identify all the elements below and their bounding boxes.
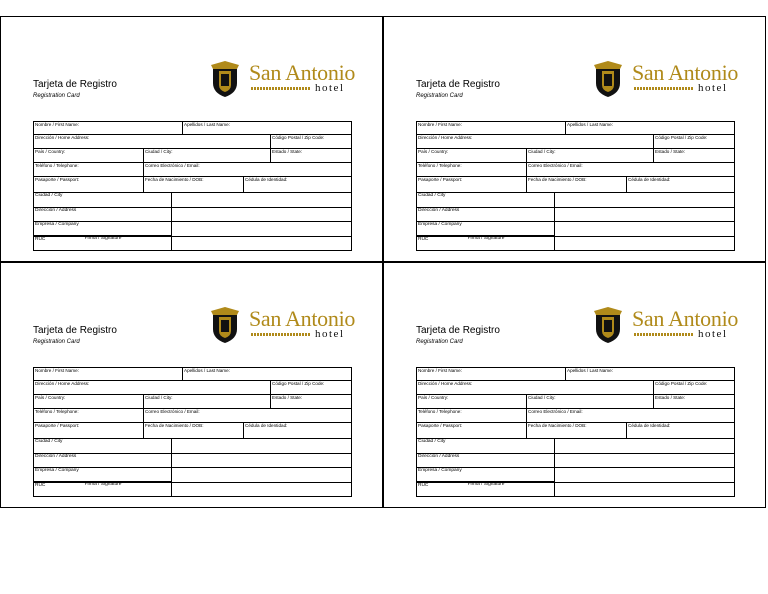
card-title: Tarjeta de Registro: [416, 325, 500, 336]
passport-field[interactable]: Pasaporte / Passport:: [418, 423, 463, 428]
card-title: Tarjeta de Registro: [33, 325, 117, 336]
card-title: Tarjeta de Registro: [33, 79, 117, 90]
home-address-field[interactable]: Dirección / Home Address:: [35, 381, 90, 386]
brand-sub: hotel: [698, 328, 728, 340]
brand-sub: hotel: [698, 82, 728, 94]
company-address-field[interactable]: [417, 207, 734, 222]
crest-icon: [590, 305, 626, 345]
crest-icon: [207, 305, 243, 345]
last-name-field[interactable]: Apellidos / Last Name:: [182, 368, 351, 381]
telephone-field[interactable]: Teléfono / Telephone:: [418, 163, 462, 168]
registration-sheet: [0, 16, 767, 509]
company-label: Empresa / Company: [35, 468, 79, 473]
id-card-field[interactable]: Cédula de Identidad:: [626, 177, 734, 193]
company-city-label: Ciudad / City: [35, 439, 63, 444]
brand-name: San Antonio: [632, 60, 739, 85]
passport-field[interactable]: Pasaporte / Passport:: [35, 177, 80, 182]
company-field[interactable]: [34, 467, 351, 483]
telephone-field[interactable]: Teléfono / Telephone:: [35, 409, 79, 414]
ruc-field[interactable]: [417, 236, 734, 251]
hotel-logo: [590, 59, 740, 101]
id-card-field[interactable]: Cédula de Identidad:: [243, 423, 351, 439]
company-address-label: Dirección / Address: [418, 454, 460, 459]
dob-field[interactable]: Fecha de Nacimiento / DOB:: [143, 423, 243, 439]
registration-card: [383, 16, 766, 262]
company-city-label: Ciudad / City: [35, 193, 63, 198]
country-field[interactable]: País / Country:: [35, 149, 66, 154]
email-field[interactable]: Correo Electrónico / Email:: [143, 409, 351, 423]
city-field[interactable]: Ciudad / City:: [143, 395, 270, 409]
id-card-field[interactable]: Cédula de Identidad:: [626, 423, 734, 439]
company-city-field[interactable]: [34, 438, 351, 454]
zip-field[interactable]: Código Postal / Zip Code:: [653, 135, 734, 149]
company-field[interactable]: [417, 467, 734, 483]
brand-ornament: [634, 87, 694, 90]
email-field[interactable]: Correo Electrónico / Email:: [143, 163, 351, 177]
passport-field[interactable]: Pasaporte / Passport:: [35, 423, 80, 428]
brand-name: San Antonio: [632, 306, 739, 331]
home-address-field[interactable]: Dirección / Home Address:: [418, 135, 473, 140]
first-name-field[interactable]: Nombre / First Name:: [35, 122, 79, 127]
home-address-field[interactable]: Dirección / Home Address:: [418, 381, 473, 386]
last-name-field[interactable]: Apellidos / Last Name:: [565, 122, 734, 135]
zip-field[interactable]: Código Postal / Zip Code:: [653, 381, 734, 395]
brand-ornament: [251, 87, 311, 90]
company-field[interactable]: [417, 221, 734, 237]
registration-form: [416, 367, 735, 497]
first-name-field[interactable]: Nombre / First Name:: [35, 368, 79, 373]
last-name-field[interactable]: Apellidos / Last Name:: [182, 122, 351, 135]
company-label: Empresa / Company: [418, 468, 462, 473]
email-field[interactable]: Correo Electrónico / Email:: [526, 163, 734, 177]
last-name-field[interactable]: Apellidos / Last Name:: [565, 368, 734, 381]
hotel-logo: [590, 305, 740, 347]
company-label: Empresa / Company: [418, 222, 462, 227]
signature-label: Firma / Signature: [467, 482, 505, 487]
registration-form: [416, 121, 735, 251]
ruc-label: RUC: [35, 237, 46, 242]
company-city-field[interactable]: [417, 438, 734, 454]
hotel-logo: [207, 305, 357, 347]
ruc-field[interactable]: [34, 236, 351, 251]
country-field[interactable]: País / Country:: [35, 395, 66, 400]
state-field[interactable]: Estado / State:: [653, 395, 734, 409]
ruc-label: RUC: [418, 483, 429, 488]
country-field[interactable]: País / Country:: [418, 395, 449, 400]
company-city-label: Ciudad / City: [418, 439, 446, 444]
state-field[interactable]: Estado / State:: [653, 149, 734, 163]
registration-form: [33, 121, 352, 251]
card-subtitle: Registration Card: [416, 93, 463, 99]
telephone-field[interactable]: Teléfono / Telephone:: [418, 409, 462, 414]
company-city-label: Ciudad / City: [418, 193, 446, 198]
signature-label: Firma / Signature: [84, 482, 122, 487]
card-subtitle: Registration Card: [33, 339, 80, 345]
company-city-field[interactable]: [34, 192, 351, 208]
dob-field[interactable]: Fecha de Nacimiento / DOB:: [526, 423, 626, 439]
card-title: Tarjeta de Registro: [416, 79, 500, 90]
hotel-logo: [207, 59, 357, 101]
ruc-field[interactable]: [34, 482, 351, 497]
brand-sub: hotel: [315, 82, 345, 94]
brand-name: San Antonio: [249, 306, 356, 331]
company-address-label: Dirección / Address: [35, 208, 77, 213]
dob-field[interactable]: Fecha de Nacimiento / DOB:: [143, 177, 243, 193]
city-field[interactable]: Ciudad / City:: [526, 149, 653, 163]
crest-icon: [207, 59, 243, 99]
city-field[interactable]: Ciudad / City:: [526, 395, 653, 409]
company-address-field[interactable]: [34, 453, 351, 468]
card-subtitle: Registration Card: [33, 93, 80, 99]
ruc-field[interactable]: [417, 482, 734, 497]
registration-card: [383, 262, 766, 508]
registration-form: [33, 367, 352, 497]
company-address-field[interactable]: [417, 453, 734, 468]
brand-name: San Antonio: [249, 60, 356, 85]
card-subtitle: Registration Card: [416, 339, 463, 345]
state-field[interactable]: Estado / State:: [270, 395, 351, 409]
zip-field[interactable]: Código Postal / Zip Code:: [270, 381, 351, 395]
company-address-label: Dirección / Address: [35, 454, 77, 459]
signature-label: Firma / Signature: [84, 236, 122, 241]
state-field[interactable]: Estado / State:: [270, 149, 351, 163]
country-field[interactable]: País / Country:: [418, 149, 449, 154]
ruc-label: RUC: [418, 237, 429, 242]
zip-field[interactable]: Código Postal / Zip Code:: [270, 135, 351, 149]
city-field[interactable]: Ciudad / City:: [143, 149, 270, 163]
company-address-field[interactable]: [34, 207, 351, 222]
telephone-field[interactable]: Teléfono / Telephone:: [35, 163, 79, 168]
crest-icon: [590, 59, 626, 99]
dob-field[interactable]: Fecha de Nacimiento / DOB:: [526, 177, 626, 193]
ruc-label: RUC: [35, 483, 46, 488]
company-address-label: Dirección / Address: [418, 208, 460, 213]
company-label: Empresa / Company: [35, 222, 79, 227]
brand-ornament: [251, 333, 311, 336]
company-city-field[interactable]: [417, 192, 734, 208]
company-field[interactable]: [34, 221, 351, 237]
first-name-field[interactable]: Nombre / First Name:: [418, 368, 462, 373]
registration-card: [0, 16, 383, 262]
passport-field[interactable]: Pasaporte / Passport:: [418, 177, 463, 182]
first-name-field[interactable]: Nombre / First Name:: [418, 122, 462, 127]
signature-label: Firma / Signature: [467, 236, 505, 241]
home-address-field[interactable]: Dirección / Home Address:: [35, 135, 90, 140]
registration-card: [0, 262, 383, 508]
brand-sub: hotel: [315, 328, 345, 340]
brand-ornament: [634, 333, 694, 336]
email-field[interactable]: Correo Electrónico / Email:: [526, 409, 734, 423]
id-card-field[interactable]: Cédula de Identidad:: [243, 177, 351, 193]
